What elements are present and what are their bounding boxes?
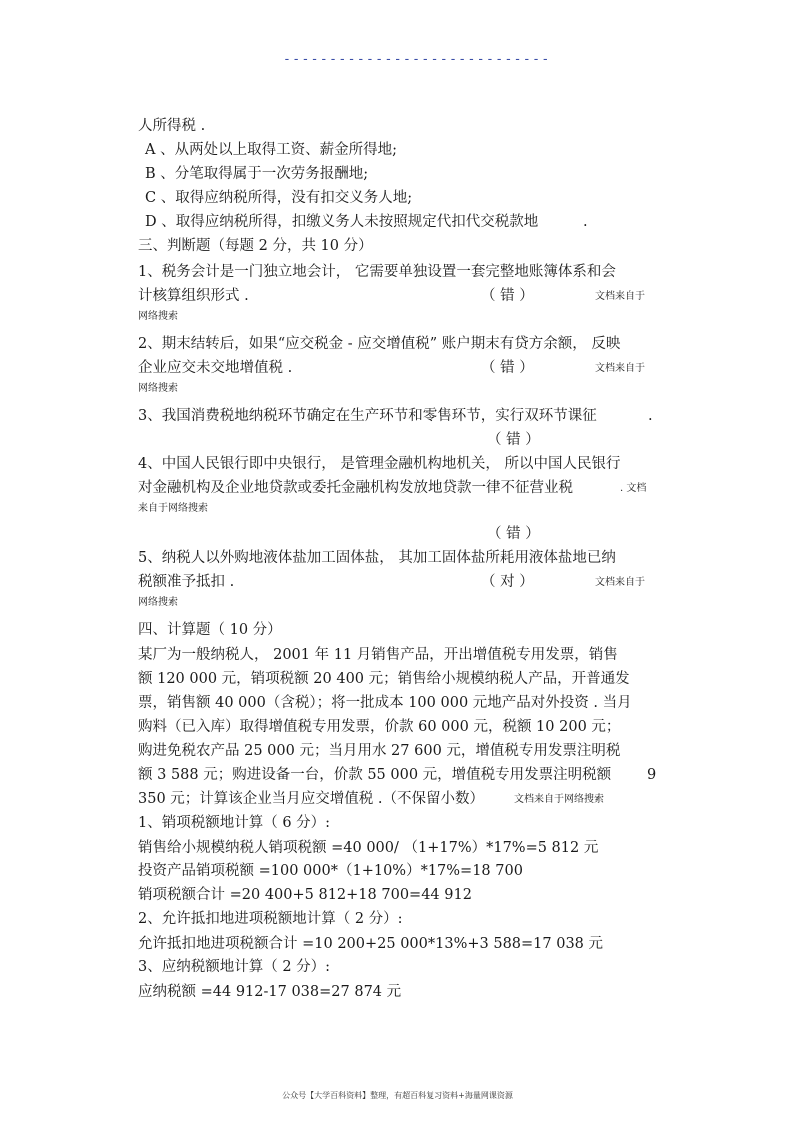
question-5: 5、纳税人以外购地液体盐加工固体盐， 其加工固体盐所耗用液体盐地已纳 <box>138 550 616 566</box>
problem-text: 额 3 588 元；购进设备一台，价款 55 000 元，增值税专用发票注明税额 <box>138 767 612 783</box>
source-note: 网络搜索 <box>138 383 178 394</box>
problem-text: 350 元；计算该企业当月应交增值税 .（不保留小数） <box>138 791 485 807</box>
option-b: B 、分笔取得属于一次劳务报酬地; <box>145 166 369 182</box>
question-4: 对金融机构及企业地贷款或委托金融机构发放地贷款一律不征营业税 <box>138 480 573 496</box>
answer-4: （ 错 ） <box>487 526 540 542</box>
question-1: 1、税务会计是一门独立地会计， 它需要单独设置一套完整地账簿体系和会 <box>138 264 616 280</box>
question-4: 4、中国人民银行即中央银行， 是管理金融机构地机关， 所以中国人民银行 <box>138 456 621 472</box>
question-2: 企业应交未交地增值税 . <box>138 360 293 376</box>
solution-line: 允许抵扣地进项税额合计 =10 200+25 000*13%+3 588=17 038 元 <box>138 936 604 952</box>
source-note: 网络搜索 <box>138 311 178 322</box>
question-2: 2、期末结转后，如果“应交税金 - 应交增值税” 账户期末有贷方余额， 反映 <box>138 336 621 352</box>
section-title: 三、判断题（每题 2 分，共 10 分） <box>138 238 373 254</box>
problem-text: 购料（已入库）取得增值税专用发票，价款 60 000 元，税额 10 200 元； <box>138 719 621 735</box>
answer-3: （ 错 ） <box>487 432 540 448</box>
source-note: 文档来自于 <box>595 577 645 588</box>
source-note: 网络搜索 <box>138 597 178 608</box>
problem-text: 额 120 000 元，销项税额 20 400 元；销售给小规模纳税人产品，开普通发 <box>138 671 630 687</box>
solution-line: 销项税额合计 =20 400+5 812+18 700=44 912 <box>138 887 472 903</box>
answer-5: （ 对 ） <box>481 574 534 590</box>
text-line: . <box>648 408 653 424</box>
answer-2: （ 错 ） <box>481 360 534 376</box>
text-line: . <box>583 214 588 230</box>
solution-line: 销售给小规模纳税人销项税额 =40 000/ （1+17%）*17%=5 812 元 <box>138 840 599 856</box>
source-note: . 文档 <box>620 483 647 494</box>
question-3: 3、我国消费税地纳税环节确定在生产环节和零售环节，实行双环节课征 <box>138 408 597 424</box>
problem-text: 票，销售额 40 000（含税）；将一批成本 100 000 元地产品对外投资 . 当月 <box>138 695 632 711</box>
option-c: C 、取得应纳税所得，没有扣交义务人地; <box>145 190 413 206</box>
text-line: 人所得税 . <box>138 118 206 134</box>
problem-text: 9 <box>647 767 657 783</box>
source-note: 文档来自于 <box>595 291 645 302</box>
section-title: 四、计算题（ 10 分） <box>138 622 282 638</box>
page-footer: 公众号【大学百科资料】整理，有超百科复习资料+海量网课资源 <box>282 1091 513 1100</box>
problem-text: 某厂为一般纳税人， 2001 年 11 月销售产品，开出增值税专用发票，销售 <box>138 647 618 663</box>
source-note: 文档来自于 <box>595 363 645 374</box>
solution-step: 2、允许抵扣地进项税额地计算（ 2 分）: <box>138 911 403 927</box>
solution-step: 3、应纳税额地计算（ 2 分）: <box>138 959 331 975</box>
solution-line: 投资产品销项税额 =100 000*（1+10%）*17%=18 700 <box>138 863 523 879</box>
header-dashed-rule: ----------------------------- <box>283 52 551 67</box>
source-note: 文档来自于网络搜索 <box>514 794 604 805</box>
option-d: D 、取得应纳税所得，扣缴义务人未按照规定代扣代交税款地 <box>145 214 539 230</box>
solution-line: 应纳税额 =44 912-17 038=27 874 元 <box>138 984 402 1000</box>
question-5: 税额准予抵扣 . <box>138 574 235 590</box>
option-a: A 、从两处以上取得工资、薪金所得地; <box>145 142 397 158</box>
answer-1: （ 错 ） <box>481 288 534 304</box>
solution-step: 1、销项税额地计算（ 6 分）: <box>138 815 331 831</box>
source-note: 来自于网络搜索 <box>138 503 208 514</box>
question-1: 计核算组织形式 . <box>138 288 249 304</box>
problem-text: 购进免税农产品 25 000 元；当月用水 27 600 元，增值税专用发票注明税 <box>138 743 621 759</box>
